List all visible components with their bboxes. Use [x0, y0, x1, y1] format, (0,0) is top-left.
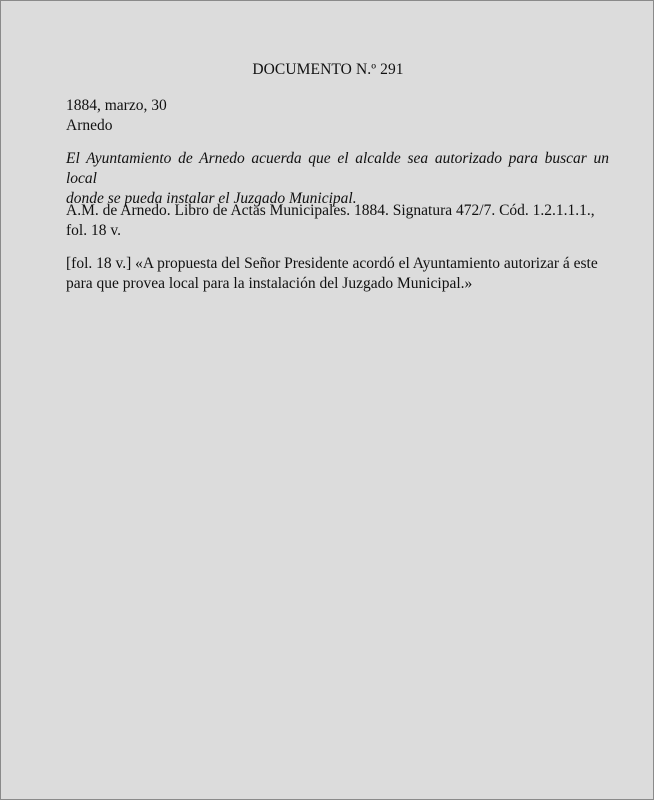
body-paragraph [66, 254, 609, 294]
document-place: Arnedo [66, 117, 113, 134]
document-body [66, 254, 609, 294]
source-paragraph [66, 201, 609, 241]
body-line: [fol. 18 v.] «A propuesta del Señor Presidente acordó el Ayuntamiento autorizar á este [66, 255, 598, 272]
summary-paragraph [66, 149, 609, 209]
document-title: DOCUMENTO N.º 291 [252, 61, 404, 78]
source-line: A.M. de Arnedo. Libro de Actas Municipales. 1884. Signatura 472/7. Cód. 1.2.1.1.1., [66, 202, 595, 219]
document-summary [66, 149, 609, 209]
document-date: 1884, marzo, 30 [66, 97, 167, 114]
summary-line: donde se pueda instalar el Juzgado Municipal. [66, 190, 357, 207]
summary-line: El Ayuntamiento de Arnedo acuerda que el alcalde sea autorizado para buscar un local [66, 150, 609, 187]
date-place-block [66, 96, 609, 136]
body-line: para que provea local para la instalación del Juzgado Municipal.» [66, 275, 473, 292]
document-source [66, 201, 609, 241]
source-line: fol. 18 v. [66, 222, 121, 239]
